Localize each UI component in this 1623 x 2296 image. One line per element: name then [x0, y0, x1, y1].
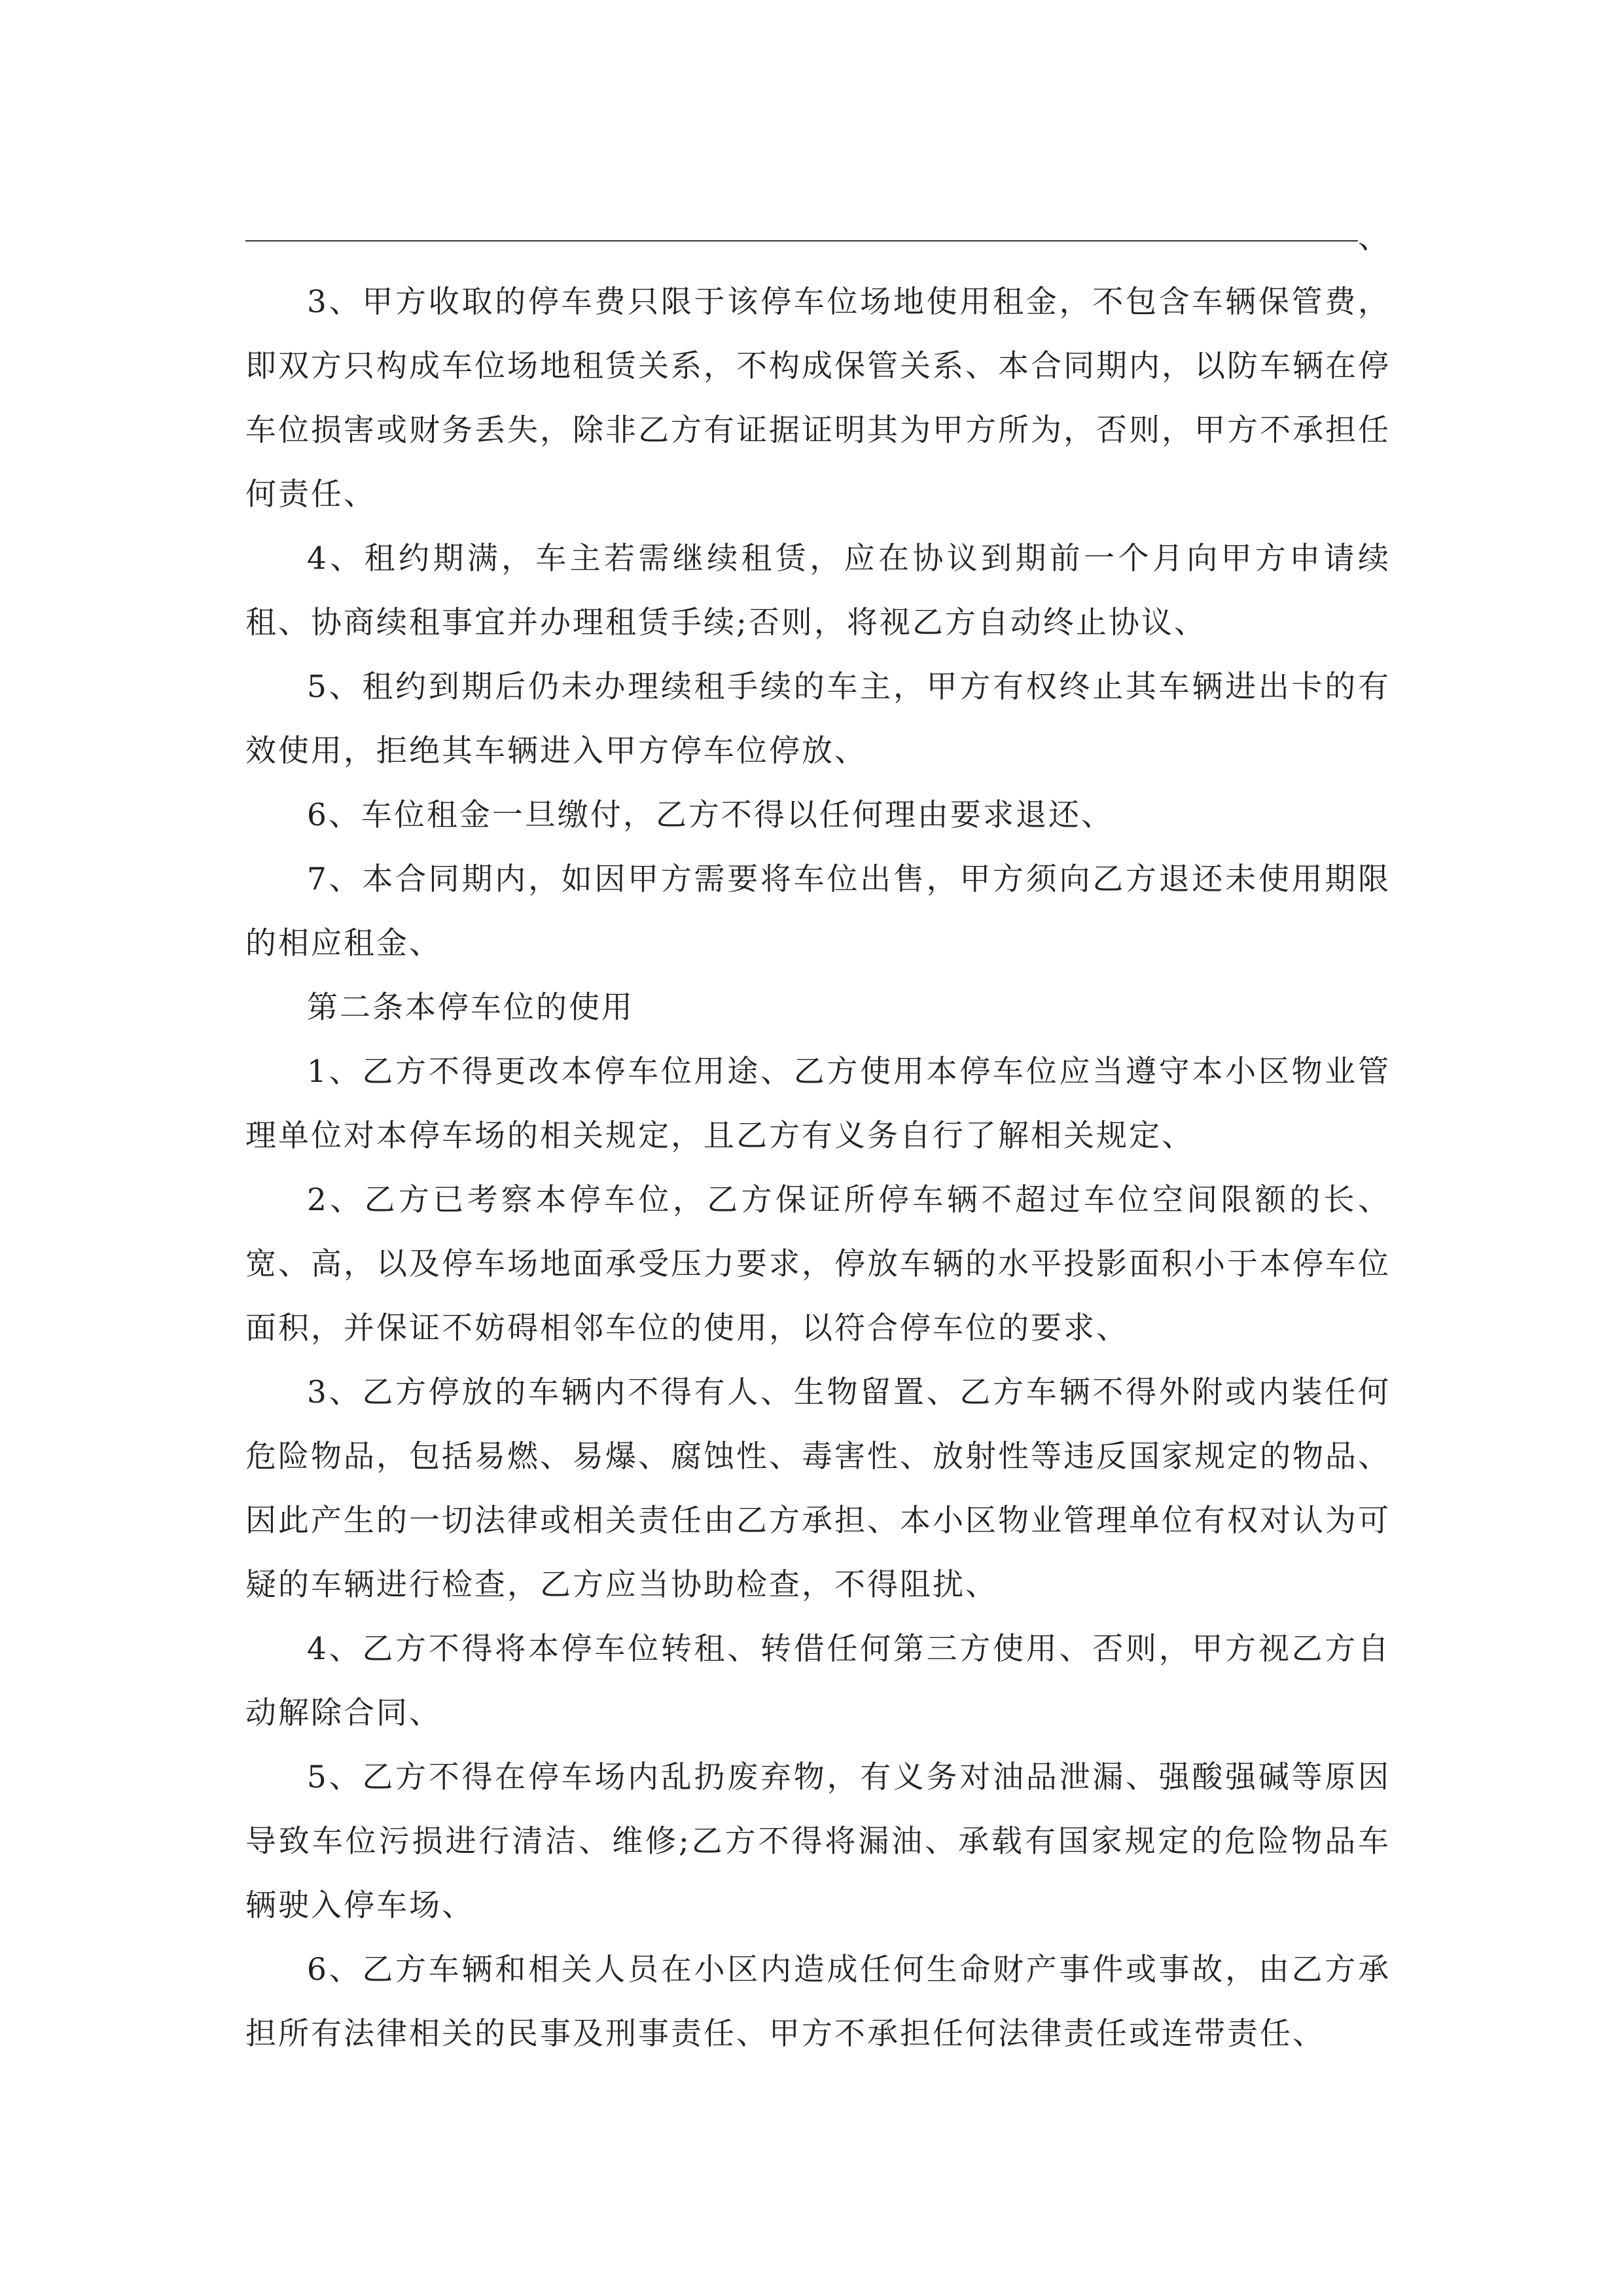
paragraph-no-refund: 6、车位租金一旦缴付，乙方不得以任何理由要求退还、 — [307, 797, 1114, 833]
paragraph-lease-expiry: 5、租约到期后仍未办理续租手续的车主，甲方有权终止其车辆进出卡的有效使用，拒绝其车辆进入甲方停车位停放、 — [245, 669, 1391, 769]
paragraph-lease-renewal: 4、租约期满，车主若需继续租赁，应在协议到期前一个月向甲方申请续租、协商续租事宜并办理租赁手续;否则，将视乙方自动终止协议、 — [245, 541, 1391, 641]
paragraph-cleanliness: 5、乙方不得在停车场内乱扔废弃物，有义务对油品泄漏、强酸强碱等原因导致车位污损进行清洁、维修;乙方不得将漏油、承载有国家规定的危险物品车辆驶入停车场、 — [245, 1759, 1391, 1924]
paragraph-liability: 6、乙方车辆和相关人员在小区内造成任何生命财产事件或事故，由乙方承担所有法律相关的民事及刑事责任、甲方不承担任何法律责任或连带责任、 — [245, 1952, 1391, 2052]
fill-in-blank-mark: 、 — [1358, 220, 1391, 256]
paragraph-usage-rules: 1、乙方不得更改本停车位用途、乙方使用本停车位应当遵守本小区物业管理单位对本停车场的相关规定，且乙方有义务自行了解相关规定、 — [245, 1054, 1391, 1154]
fill-in-blank-line — [245, 240, 1358, 242]
section-heading-usage: 第二条本停车位的使用 — [307, 990, 634, 1026]
fill-in-blank-row — [245, 206, 1391, 270]
paragraph-space-sale: 7、本合同期内，如因甲方需要将车位出售，甲方须向乙方退还未使用期限的相应租金、 — [245, 861, 1391, 961]
paragraph-no-sublet: 4、乙方不得将本停车位转租、转借任何第三方使用、否则，甲方视乙方自动解除合同、 — [245, 1631, 1391, 1731]
document-body — [245, 206, 1391, 2066]
paragraph-fee-scope: 3、甲方收取的停车费只限于该停车位场地使用租金，不包含车辆保管费，即双方只构成车位场地租赁关系，不构成保管关系、本合同期内，以防车辆在停车位损害或财务丢失，除非乙方有证据证明其为甲方所为，否则，甲方不承担任何责任、 — [245, 284, 1391, 512]
paragraph-hazardous-goods: 3、乙方停放的车辆内不得有人、生物留置、乙方车辆不得外附或内装任何危险物品，包括易燃、易爆、腐蚀性、毒害性、放射性等违反国家规定的物品、因此产生的一切法律或相关责任由乙方承担、本小区物业管理单位有权对认为可疑的车辆进行检查，乙方应当协助检查，不得阻扰、 — [245, 1374, 1391, 1603]
paragraph-vehicle-limits: 2、乙方已考察本停车位，乙方保证所停车辆不超过车位空间限额的长、宽、高，以及停车场地面承受压力要求，停放车辆的水平投影面积小于本停车位面积，并保证不妨碍相邻车位的使用，以符合停车位的要求、 — [245, 1182, 1391, 1346]
